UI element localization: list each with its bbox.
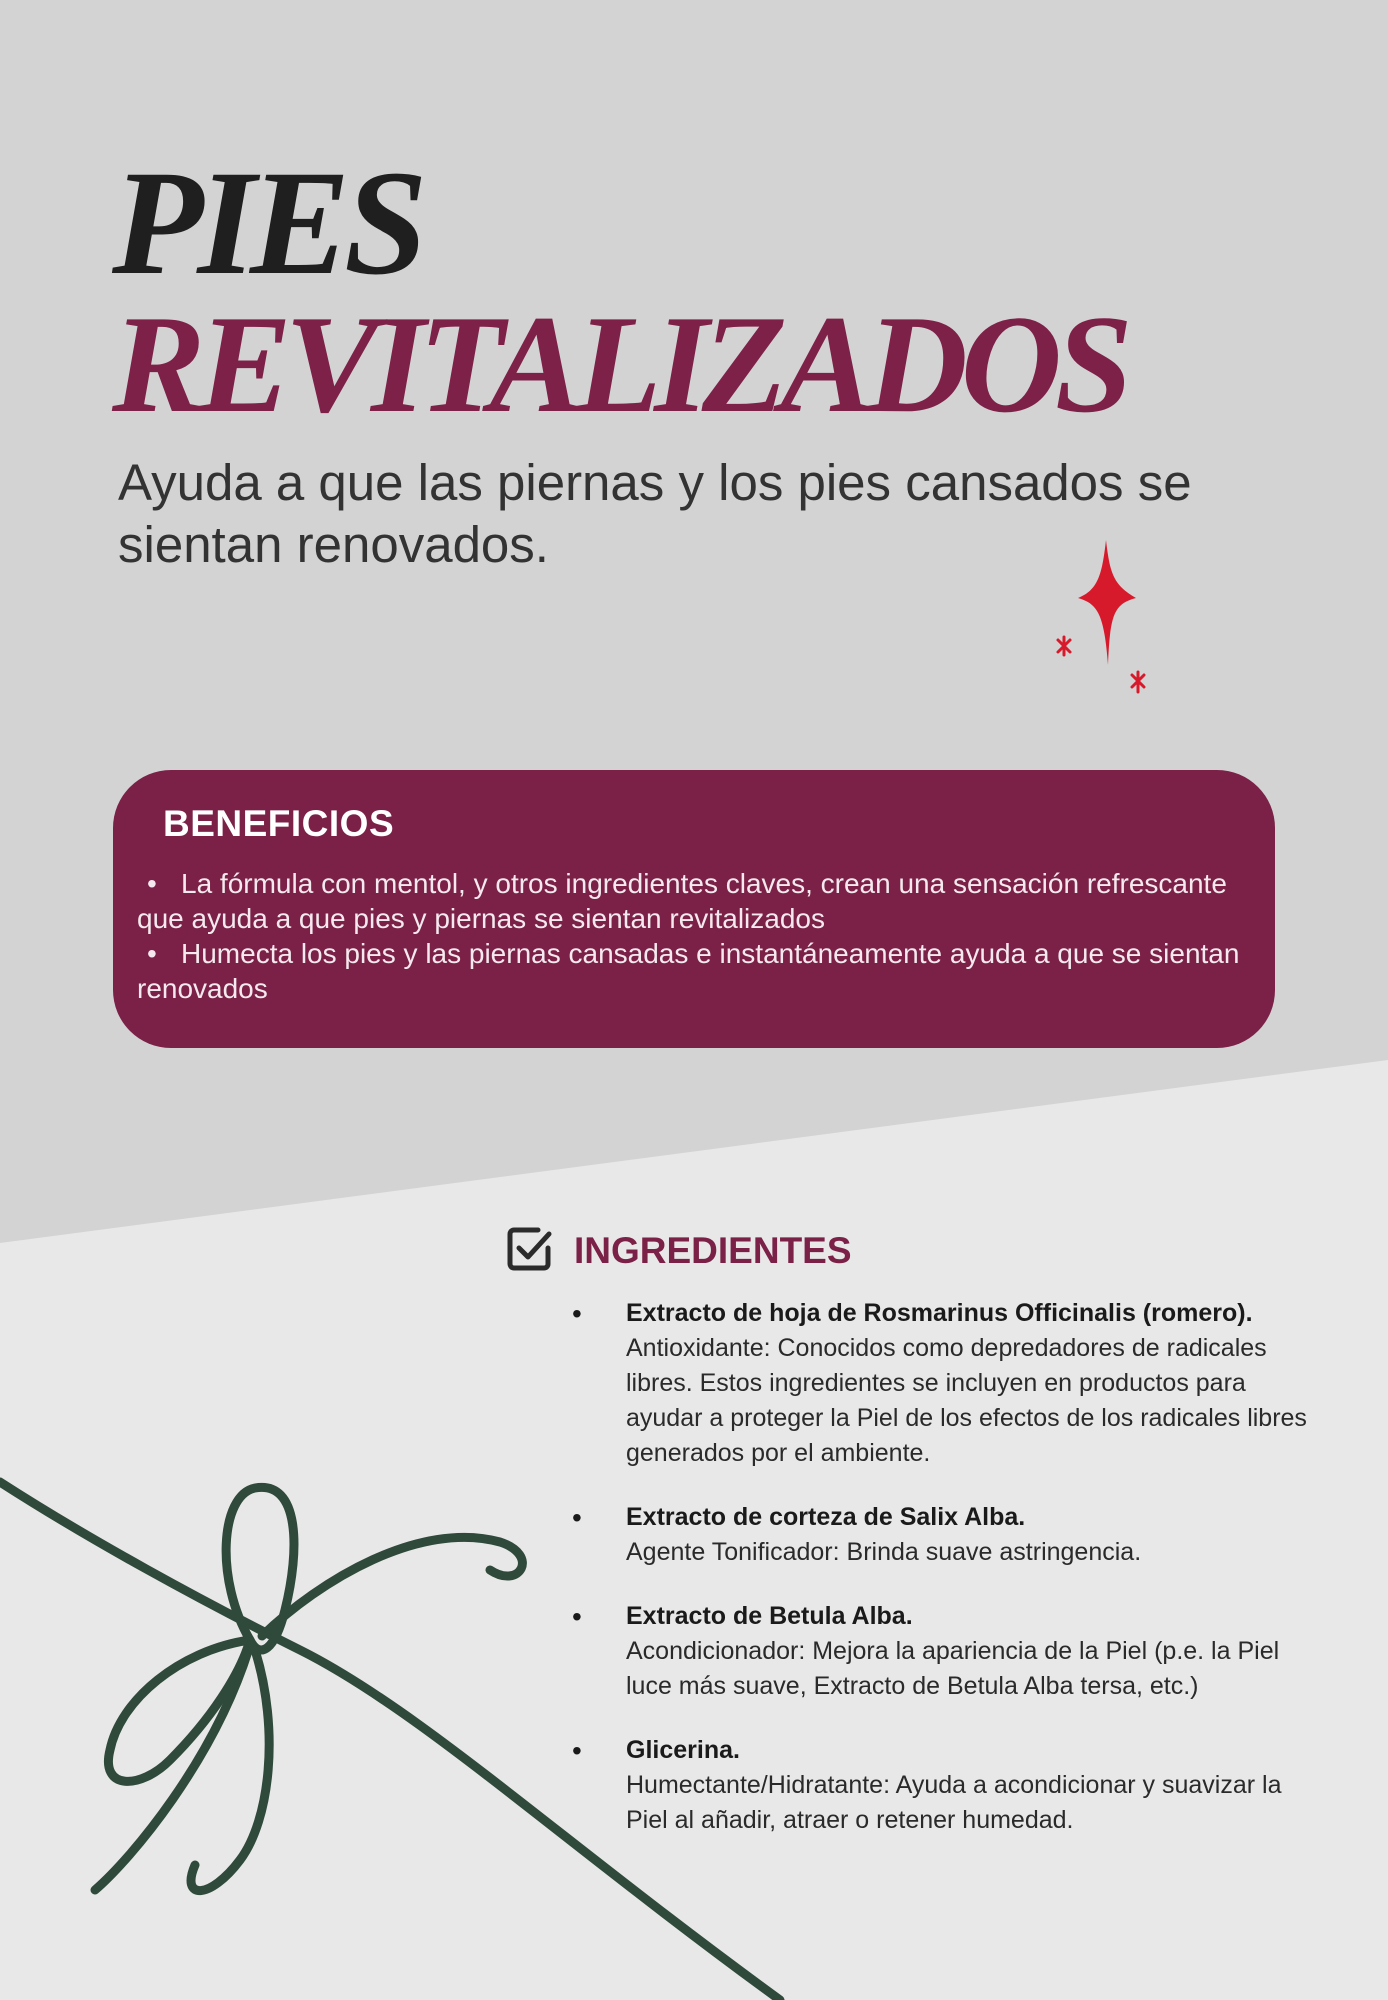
bullet-icon: •	[572, 1735, 582, 1766]
ingredient-name: Extracto de hoja de Rosmarinus Officinalis (romero).	[626, 1299, 1253, 1327]
bullet-icon: •	[572, 1601, 582, 1632]
ingredient-item	[568, 1599, 1328, 1704]
title-line-1: PIES	[112, 140, 422, 306]
ingredient-name: Extracto de corteza de Salix Alba.	[626, 1503, 1026, 1531]
ingredients-title: INGREDIENTES	[574, 1230, 852, 1271]
ingredient-name: Glicerina.	[626, 1736, 740, 1764]
ingredient-item	[568, 1500, 1328, 1570]
benefit-item: • La fórmula con mentol, y otros ingredientes claves, crean una sensación refrescante que ayuda a que pies y piernas se sientan revitalizados	[137, 866, 1247, 936]
ingredients-list	[568, 1296, 1328, 1867]
benefits-panel	[113, 770, 1275, 1048]
ingredient-description: Antioxidante: Conocidos como depredadores de radicales libres. Estos ingredientes se incluyen en productos para ayudar a proteger la Piel de los efectos de los radicales libres generados por el ambiente.	[626, 1334, 1307, 1467]
checkbox-icon	[506, 1226, 552, 1272]
ingredient-description: Humectante/Hidratante: Ayuda a acondicionar y suavizar la Piel al añadir, atraer o retener humedad.	[626, 1771, 1282, 1834]
benefit-item: • Humecta los pies y las piernas cansadas e instantáneamente ayuda a que se sientan renovados	[137, 936, 1247, 1006]
benefits-list	[137, 866, 1247, 1006]
title-line-2: REVITALIZADOS	[112, 287, 1126, 442]
ingredient-item	[568, 1733, 1328, 1838]
ingredient-item	[568, 1296, 1328, 1471]
subtitle: Ayuda a que las piernas y los pies cansados se sientan renovados.	[118, 454, 1192, 573]
bullet-icon: •	[572, 1298, 582, 1329]
bullet-icon: •	[572, 1502, 582, 1533]
ingredient-name: Extracto de Betula Alba.	[626, 1602, 913, 1630]
benefits-title: BENEFICIOS	[163, 803, 395, 844]
ingredient-description: Acondicionador: Mejora la apariencia de la Piel (p.e. la Piel luce más suave, Extracto de Betula Alba tersa, etc.)	[626, 1637, 1280, 1700]
sparkle-icon	[1040, 530, 1150, 710]
ingredient-description: Agente Tonificador: Brinda suave astringencia.	[626, 1538, 1142, 1566]
